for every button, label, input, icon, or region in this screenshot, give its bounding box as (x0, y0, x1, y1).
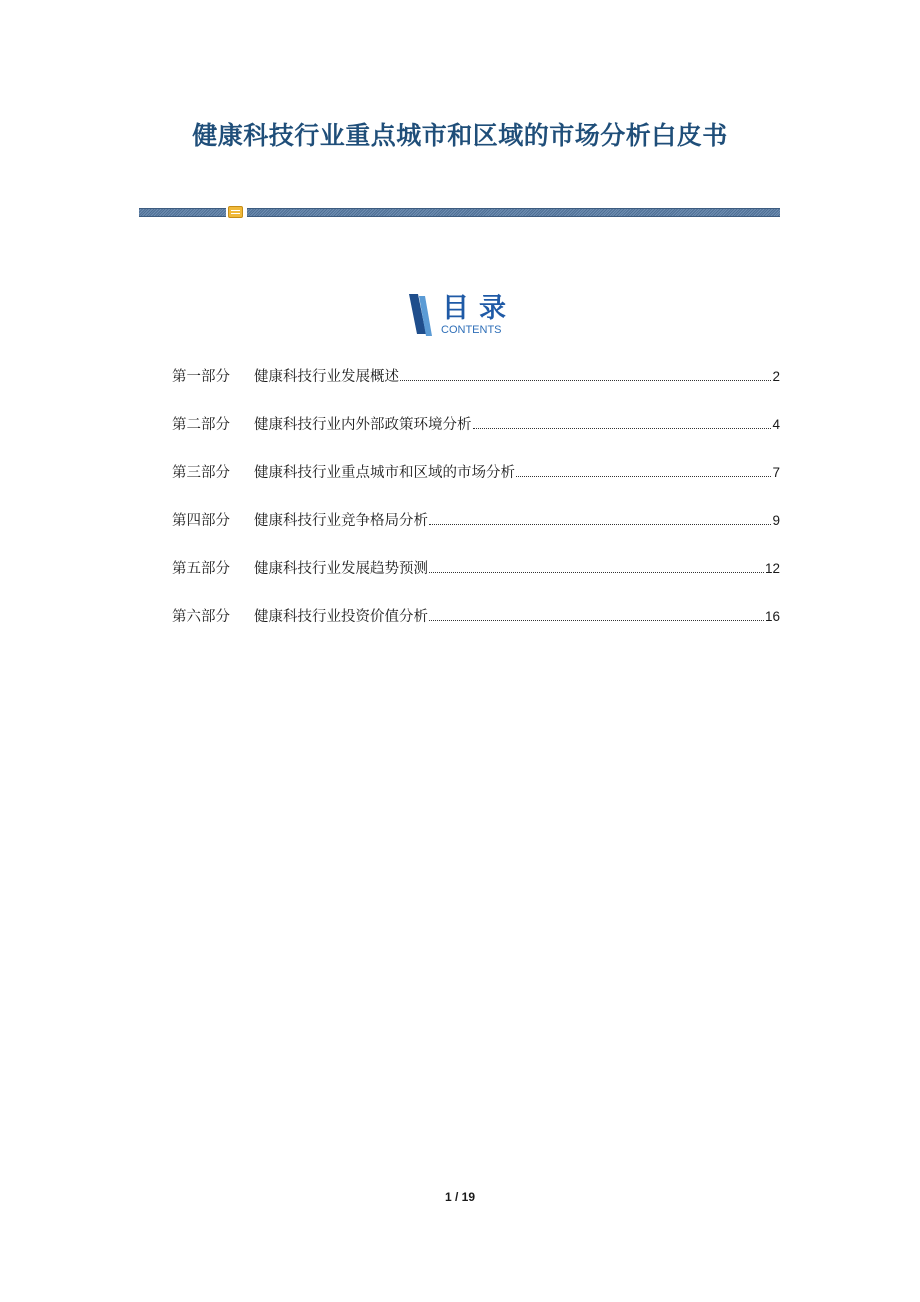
toc-entry-title: 健康科技行业竞争格局分析 (254, 513, 428, 529)
toc-entry-page: 4 (772, 417, 780, 432)
toc-entry-part: 第四部分 (172, 513, 230, 529)
toc-heading: 目录 (442, 293, 516, 324)
toc-entry-part: 第一部分 (172, 369, 230, 385)
toc-entry-page: 16 (764, 609, 780, 624)
toc-entry-page: 12 (764, 561, 780, 576)
toc-leader-dots (429, 558, 764, 573)
title-divider-left (139, 208, 226, 217)
toc-entry-title: 健康科技行业重点城市和区域的市场分析 (254, 465, 515, 481)
toc-leader-dots (429, 510, 771, 525)
toc-entry-page: 9 (772, 513, 780, 528)
toc-entry-title: 健康科技行业投资价值分析 (254, 609, 428, 625)
toc-entry[interactable] (172, 462, 780, 510)
toc-entry-page: 2 (772, 369, 780, 384)
page-indicator: 1 / 19 (444, 1190, 476, 1204)
toc-entry-part: 第三部分 (172, 465, 230, 481)
document-title: 健康科技行业重点城市和区域的市场分析白皮书 (192, 121, 728, 150)
title-divider-right (247, 208, 780, 217)
toc-leader-dots (429, 606, 764, 621)
toc-entry[interactable] (172, 366, 780, 414)
toc-header (406, 294, 526, 338)
toc-subheading: CONTENTS (441, 324, 502, 336)
toc-entry-part: 第二部分 (172, 417, 230, 433)
toc-entry-part: 第五部分 (172, 561, 230, 577)
document-badge-icon (228, 206, 243, 218)
toc-entry-title: 健康科技行业发展概述 (254, 369, 399, 385)
toc-entry[interactable] (172, 606, 780, 654)
toc-entry[interactable] (172, 414, 780, 462)
toc-entry[interactable] (172, 510, 780, 558)
toc-entry[interactable] (172, 558, 780, 606)
toc-entry-page: 7 (772, 465, 780, 480)
toc-entry-part: 第六部分 (172, 609, 230, 625)
toc-leader-dots (400, 366, 771, 381)
toc-list (172, 366, 780, 654)
toc-leader-dots (473, 414, 772, 429)
toc-bookmark-icon (406, 294, 436, 338)
toc-entry-title: 健康科技行业内外部政策环境分析 (254, 417, 472, 433)
toc-entry-title: 健康科技行业发展趋势预测 (254, 561, 428, 577)
toc-leader-dots (516, 462, 771, 477)
